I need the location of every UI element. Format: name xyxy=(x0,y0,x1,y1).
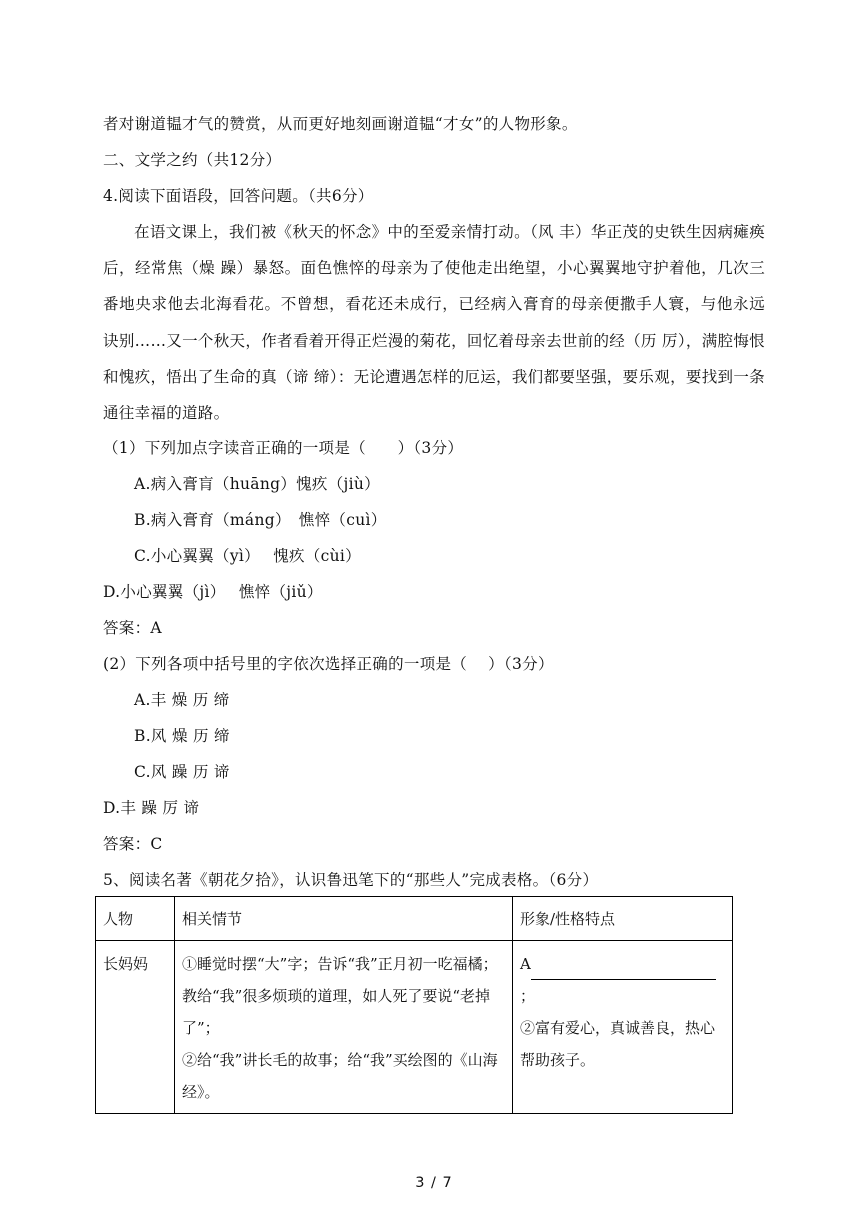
header-cell-plot: 相关情节 xyxy=(175,897,513,941)
blank-label: A xyxy=(520,955,531,973)
reading-passage: 在语文课上，我们被《秋天的怀念》中的至爱亲情打动。（风 丰）华正茂的史铁生因病瘫痪后，经常焦（燥 躁）暴怒。面色憔悴的母亲为了使他走出绝望，小心翼翼地守护着他，几次三番地央求他去北海看花。不曾想，看花还未成行，已经病入膏育的母亲便撒手人寰，与他永远诀别……又一个秋天，作者看着开得正烂漫的菊花，回忆着母亲去世前的经（历 厉），满腔悔恨和愧疚，悟出了生命的真（谛 缔）：无论遭遇怎样的厄运，我们都要坚强，要乐观，要找到一条通往幸福的道路。 xyxy=(103,223,765,423)
question-4-stem: 4.阅读下面语段，回答问题。（共6分） xyxy=(103,187,374,205)
answer-line: 答案：C xyxy=(103,835,163,853)
fill-in-line xyxy=(531,959,716,980)
header-cell-trait: 形象/性格特点 xyxy=(513,897,733,941)
table-row xyxy=(96,941,733,1114)
option-b: B.风 燥 历 缔 xyxy=(134,727,230,745)
trait-cell xyxy=(513,941,733,1114)
plot-item: ②给“我”讲长毛的故事；给“我”买绘图的《山海经》。 xyxy=(182,1051,498,1101)
option-d: D.小心翼翼（jì） 憔悴（jiǔ） xyxy=(103,583,323,601)
option-c: C.风 躁 历 谛 xyxy=(134,763,230,781)
question-4-1-stem: （1）下列加点字读音正确的一项是（ ）（3分） xyxy=(103,439,464,457)
trait-semicolon: ； xyxy=(520,987,536,1005)
trait-answer-blank[interactable] xyxy=(520,948,725,980)
character-table xyxy=(95,896,733,1114)
continued-text-line: 者对谢道韫才气的赞赏，从而更好地刻画谢道韫“才女”的人物形象。 xyxy=(103,115,578,133)
question-4-2-stem: (2）下列各项中括号里的字依次选择正确的一项是（ ）（3分） xyxy=(103,655,554,673)
section-heading: 二、文学之约（共12分） xyxy=(103,151,282,169)
person-cell: 长妈妈 xyxy=(96,941,175,1114)
option-a: A.丰 燥 历 缔 xyxy=(134,691,230,709)
header-cell-person: 人物 xyxy=(96,897,175,941)
table-header-row xyxy=(96,897,733,941)
option-a: A.病入膏肓（huāng）愧疚（jiù） xyxy=(134,475,380,493)
page-number: 3 / 7 xyxy=(415,1175,453,1191)
plot-item: ①睡觉时摆“大”字；告诉“我”正月初一吃福橘；教给“我”很多烦琐的道理，如人死了要说“老掉了”； xyxy=(182,955,498,1037)
option-d: D.丰 躁 厉 谛 xyxy=(103,799,200,817)
question-5-stem: 5、阅读名著《朝花夕拾》，认识鲁迅笔下的“那些人”完成表格。（6分） xyxy=(103,871,599,889)
plot-cell xyxy=(175,941,513,1114)
option-b: B.病入膏育（máng） 憔悴（cuì） xyxy=(134,511,387,529)
trait-item: ②富有爱心，真诚善良，热心帮助孩子。 xyxy=(520,1019,716,1069)
option-c: C.小心翼翼（yì） 愧疚（cùi） xyxy=(134,547,361,565)
answer-line: 答案：A xyxy=(103,619,162,637)
